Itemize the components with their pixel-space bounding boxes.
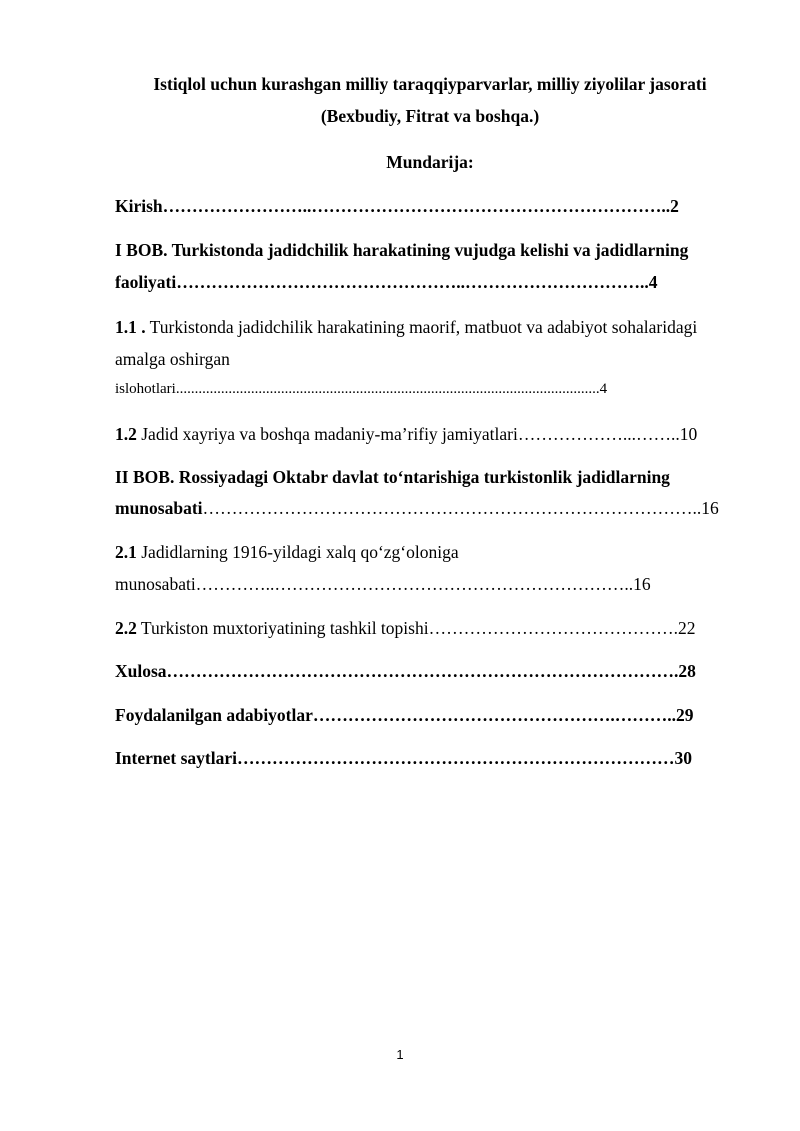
toc-entry-2-1[interactable] — [115, 542, 741, 563]
toc-entry-bob1-page[interactable] — [115, 272, 741, 293]
toc-entry-bob2-page[interactable] — [115, 498, 741, 519]
toc-entry-bob1-title[interactable]: I BOB. Turkistonda jadidchilik harakatining vujudga kelishi va jadidlarning — [115, 240, 689, 260]
toc-entry-adabiyotlar[interactable]: Foydalanilgan adabiyotlar…………………………………………….………..29 — [115, 705, 694, 725]
toc-entry-kirish[interactable]: Kirish……………………..……………………………………………………..2 — [115, 196, 679, 216]
section-number: 1.2 — [115, 424, 137, 444]
toc-entry-1-1-page: islohotlari.................................................................................................................4 — [115, 381, 608, 397]
section-number: 2.1 — [115, 542, 137, 562]
document-title-line-2: (Bexbudiy, Fitrat va boshqa.) — [320, 106, 540, 126]
toc-heading: Mundarija: — [386, 152, 474, 172]
section-title: Jadid xayriya va boshqa madaniy-ma’rifiy jamiyatlari………………...……..10 — [136, 424, 698, 444]
section-number: 1.1 . — [115, 317, 146, 337]
section-title: Turkiston muxtoriyatining tashkil topishi…………………………………….22 — [136, 618, 696, 638]
toc-entry-2-1-page: munosabati…………..……………………………………………………..16 — [115, 574, 651, 594]
toc-entry-bob1-leader: …………………………………………..…………………………..4 — [176, 272, 658, 292]
toc-entry-xulosa[interactable]: Xulosa…………………………………………………………………………….28 — [115, 661, 696, 681]
section-title: Turkistonda jadidchilik harakatining maorif, matbuot va adabiyot sohalaridagi — [145, 317, 698, 337]
toc-entry-1-2[interactable] — [115, 424, 741, 445]
toc-entry-bob2-leader: …………………………………………………………………………..16 — [202, 498, 719, 518]
toc-entry-internet-saytlari[interactable]: Internet saytlari…………………………………………………………………30 — [115, 748, 692, 768]
toc-entry-1-1[interactable] — [115, 317, 741, 338]
section-number: 2.2 — [115, 618, 137, 638]
page-number: 1 — [396, 1047, 404, 1062]
document-title-line-1: Istiqlol uchun kurashgan milliy taraqqiyparvarlar, milliy ziyolilar jasorati — [153, 74, 707, 94]
toc-entry-bob2-label: munosabati — [115, 498, 203, 518]
toc-entry-bob2-title[interactable]: II BOB. Rossiyadagi Oktabr davlat to‘ntarishiga turkistonlik jadidlarning — [115, 467, 670, 487]
toc-entry-bob1-label: faoliyati — [115, 272, 177, 292]
section-title: Jadidlarning 1916-yildagi xalq qo‘zg‘oloniga — [136, 542, 459, 562]
toc-entry-2-2[interactable] — [115, 618, 741, 639]
toc-entry-1-1-cont: amalga oshirgan — [115, 349, 230, 369]
